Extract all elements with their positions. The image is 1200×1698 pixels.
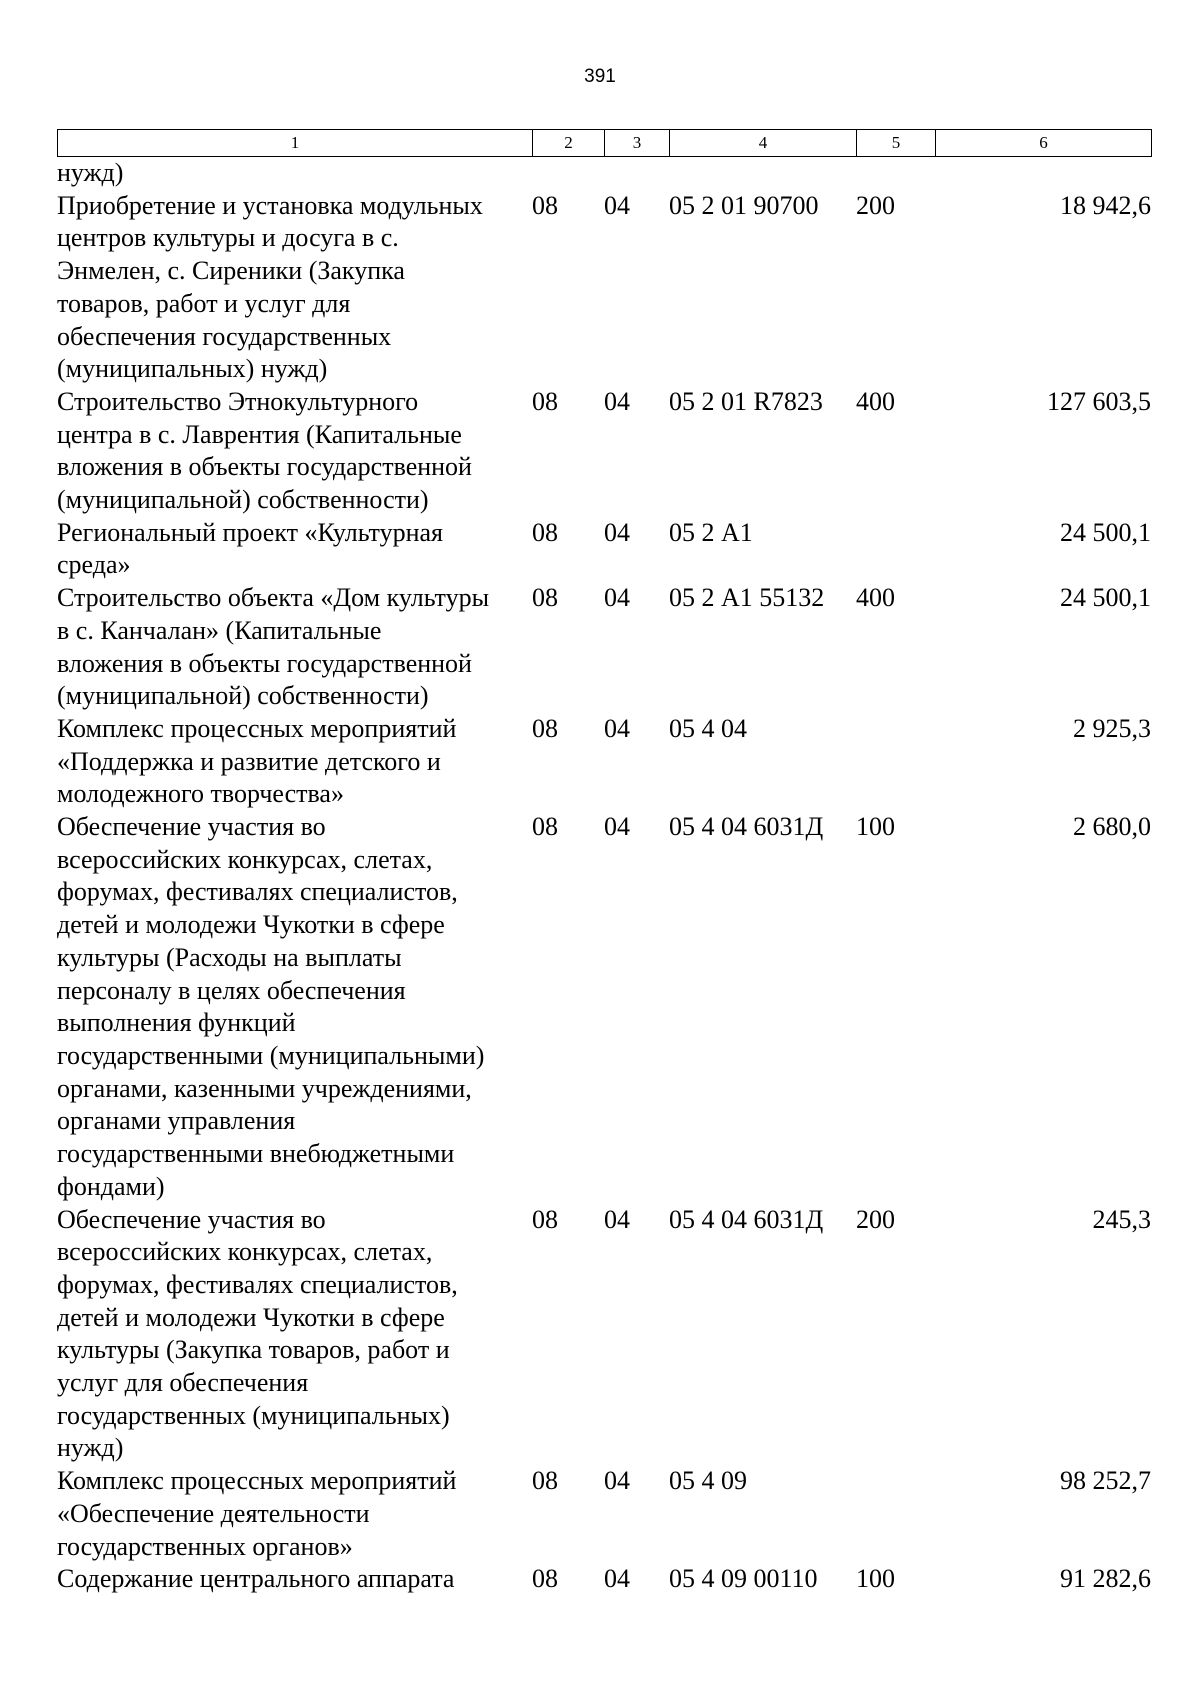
row-subsection: 04 bbox=[604, 812, 630, 842]
row-target-code: 05 2 А1 bbox=[669, 517, 753, 547]
row-section: 08 bbox=[532, 517, 558, 547]
row-subsection: 04 bbox=[604, 517, 630, 547]
row-expense-type bbox=[856, 157, 935, 190]
column-number-4: 4 bbox=[670, 130, 857, 157]
row-expense-type: 200 bbox=[856, 190, 895, 220]
row-name: нужд) bbox=[57, 158, 124, 187]
row-name: Региональный проект «Культурная среда» bbox=[57, 517, 443, 580]
column-number-5: 5 bbox=[857, 130, 936, 157]
row-target-code: 05 4 04 bbox=[669, 713, 747, 743]
table-row bbox=[57, 157, 1151, 190]
row-amount: 245,3 bbox=[1092, 1204, 1151, 1234]
table-row bbox=[57, 713, 1151, 811]
row-amount: 2 925,3 bbox=[1073, 713, 1151, 743]
table-row bbox=[57, 582, 1151, 713]
row-subsection: 04 bbox=[604, 190, 630, 220]
row-subsection: 04 bbox=[604, 1204, 630, 1234]
table-row bbox=[57, 1465, 1151, 1563]
row-expense-type: 100 bbox=[856, 812, 895, 842]
row-amount: 2 680,0 bbox=[1073, 812, 1151, 842]
row-amount bbox=[935, 157, 1151, 190]
row-section: 08 bbox=[532, 1204, 558, 1234]
row-expense-type: 100 bbox=[856, 1564, 895, 1594]
row-name: Содержание центрального аппарата bbox=[57, 1564, 455, 1594]
row-name: Строительство Этнокультурного центра в с. Лаврентия (Капитальные вложения в объекты государственной (муниципальной) собственности) bbox=[57, 386, 472, 515]
row-section: 08 bbox=[532, 386, 558, 416]
row-name: Приобретение и установка модульных центров культуры и досуга в с. Энмелен, с. Сиреники (Закупка товаров, работ и услуг для обеспечения государственных (муниципальных) нужд) bbox=[57, 190, 483, 384]
row-expense-type: 200 bbox=[856, 1204, 895, 1234]
row-amount: 98 252,7 bbox=[1060, 1466, 1151, 1496]
column-number-2: 2 bbox=[533, 130, 605, 157]
row-amount: 24 500,1 bbox=[1060, 517, 1151, 547]
row-target-code: 05 4 09 00110 bbox=[669, 1564, 818, 1594]
table-row bbox=[57, 517, 1151, 582]
row-amount: 24 500,1 bbox=[1060, 583, 1151, 613]
table-row bbox=[57, 1563, 1151, 1596]
column-header-row bbox=[57, 129, 1152, 157]
row-target-code: 05 4 04 6031Д bbox=[669, 1204, 824, 1234]
row-section bbox=[532, 157, 604, 190]
row-target-code: 05 2 01 R7823 bbox=[669, 386, 823, 416]
row-name: Обеспечение участия во всероссийских конкурсах, слетах, форумах, фестивалях специалистов, детей и молодежи Чукотки в сфере культуры (Расходы на выплаты персоналу в целях обеспечения выполнения функций государственными (муниципальными) органами, казенными учреждениями, органами управления государственными внебюджетными фондами) bbox=[57, 812, 485, 1201]
row-amount: 18 942,6 bbox=[1060, 190, 1151, 220]
row-target-code: 05 2 01 90700 bbox=[669, 190, 819, 220]
row-name: Комплекс процессных мероприятий «Поддержка и развитие детского и молодежного творчества» bbox=[57, 713, 457, 809]
row-expense-type bbox=[856, 1465, 935, 1563]
row-amount: 91 282,6 bbox=[1060, 1564, 1151, 1594]
column-number-6: 6 bbox=[936, 130, 1152, 157]
row-target-code: 05 4 04 6031Д bbox=[669, 812, 824, 842]
row-name: Комплекс процессных мероприятий «Обеспечение деятельности государственных органов» bbox=[57, 1466, 457, 1561]
budget-table bbox=[57, 129, 1151, 1596]
row-expense-type: 400 bbox=[856, 386, 895, 416]
table-row bbox=[57, 190, 1151, 386]
row-subsection: 04 bbox=[604, 1564, 630, 1594]
row-expense-type bbox=[856, 517, 935, 582]
page-number: 391 bbox=[584, 66, 616, 87]
table-row bbox=[57, 1204, 1151, 1466]
row-section: 08 bbox=[532, 1564, 558, 1594]
row-subsection: 04 bbox=[604, 386, 630, 416]
row-target-code: 05 2 А1 55132 bbox=[669, 583, 825, 613]
row-subsection bbox=[604, 157, 669, 190]
row-section: 08 bbox=[532, 190, 558, 220]
row-expense-type: 400 bbox=[856, 583, 895, 613]
row-expense-type bbox=[856, 713, 935, 811]
table-row bbox=[57, 386, 1151, 517]
column-number-1: 1 bbox=[58, 130, 533, 157]
table-row bbox=[57, 811, 1151, 1203]
row-section: 08 bbox=[532, 812, 558, 842]
row-section: 08 bbox=[532, 713, 558, 743]
row-amount: 127 603,5 bbox=[1047, 386, 1151, 416]
table-body bbox=[57, 157, 1151, 1596]
row-name: Обеспечение участия во всероссийских конкурсах, слетах, форумах, фестивалях специалистов, детей и молодежи Чукотки в сфере культуры (Закупка товаров, работ и услуг для обеспечения государственных (муниципальных) нужд) bbox=[57, 1204, 458, 1463]
row-target-code bbox=[669, 157, 856, 190]
row-target-code: 05 4 09 bbox=[669, 1466, 747, 1496]
row-section: 08 bbox=[532, 1466, 558, 1496]
column-number-3: 3 bbox=[605, 130, 670, 157]
row-subsection: 04 bbox=[604, 713, 630, 743]
row-section: 08 bbox=[532, 583, 558, 613]
row-name: Строительство объекта «Дом культуры в с. Канчалан» (Капитальные вложения в объекты государственной (муниципальной) собственности) bbox=[57, 583, 490, 711]
row-subsection: 04 bbox=[604, 583, 630, 613]
row-subsection: 04 bbox=[604, 1466, 630, 1496]
